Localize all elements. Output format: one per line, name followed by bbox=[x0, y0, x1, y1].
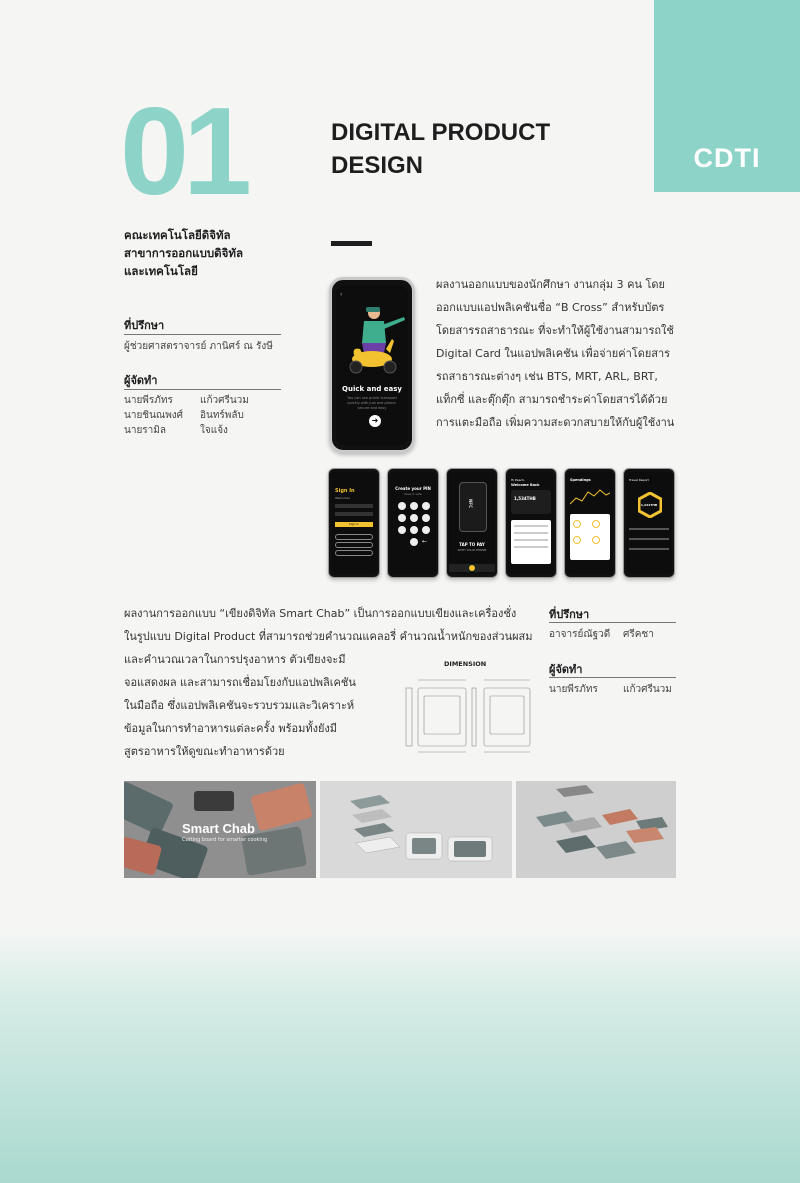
app-screen-sign-in bbox=[328, 468, 380, 578]
authors-heading: ผู้จัดทำ bbox=[124, 374, 158, 387]
app-screen-create-pin bbox=[387, 468, 439, 578]
keypad-key[interactable] bbox=[410, 526, 418, 534]
nav-pay-icon[interactable] bbox=[469, 565, 475, 571]
author-row bbox=[124, 408, 284, 423]
description-line: ในมือถือ ซึ่งแอปพลิเคชันจะรวบรวมและวิเคราะห์ bbox=[124, 699, 355, 712]
report-row bbox=[629, 548, 669, 550]
keypad-key[interactable] bbox=[398, 502, 406, 510]
screen-content bbox=[331, 472, 377, 574]
keypad-key[interactable] bbox=[410, 538, 418, 546]
project2-advisor bbox=[549, 627, 676, 642]
description-line: และคำนวณเวลาในการปรุงอาหาร ตัวเขียงจะมี bbox=[124, 653, 346, 666]
advisor-first: อาจารย์ณัฐวดี bbox=[549, 629, 611, 640]
social-login-button[interactable] bbox=[335, 542, 373, 548]
smart-chab-title: Smart Chab bbox=[182, 821, 255, 836]
spending-stats-panel bbox=[570, 514, 610, 560]
screen-subtitle: Welcome! bbox=[335, 496, 350, 500]
sign-in-button[interactable]: Sign In bbox=[335, 522, 373, 527]
advisor-last: ศรีคชา bbox=[623, 629, 654, 640]
transaction-row bbox=[514, 546, 548, 548]
greeting-title: Welcome Back bbox=[511, 483, 540, 487]
transaction-list bbox=[511, 520, 551, 564]
tap-to-pay-sub: WITH YOUR PHONE bbox=[457, 548, 487, 552]
description-line: แท็กซี่ และตุ๊กตุ๊ก สามารถชำระค่าโดยสารได้ด้วย bbox=[436, 393, 668, 406]
balance-card bbox=[511, 490, 551, 514]
description-line: สูตรอาหารให้ดูขณะทำอาหารด้วย bbox=[124, 745, 285, 758]
balance-amount: 1,534THB bbox=[514, 496, 536, 501]
advisor-divider bbox=[124, 334, 281, 335]
faculty-heading bbox=[124, 226, 243, 280]
description-line: รถสาธารณะต่างๆ เช่น BTS, MRT, ARL, BRT, bbox=[436, 370, 658, 383]
dimension-drawing bbox=[404, 672, 534, 758]
hero-phone-mockup bbox=[329, 277, 415, 453]
stat-ring-icon bbox=[573, 536, 581, 544]
screen-content bbox=[626, 472, 672, 574]
page-title-line-1: DIGITAL PRODUCT bbox=[331, 119, 551, 146]
keypad-key[interactable] bbox=[398, 526, 406, 534]
backspace-icon[interactable]: ← bbox=[422, 538, 428, 545]
password-field[interactable] bbox=[335, 512, 373, 516]
project2-advisor-heading: ที่ปรึกษา bbox=[549, 608, 590, 621]
description-line: ผลงานออกแบบของนักศึกษา งานกลุ่ม 3 คน โดย bbox=[436, 278, 666, 291]
description-line: ข้อมูลในการทำอาหารแต่ละครั้ง พร้อมทั้งยังมี bbox=[124, 722, 338, 735]
smart-chab-photo-layers bbox=[516, 781, 676, 878]
hero-phone-screen bbox=[336, 285, 408, 445]
project2-authors-divider bbox=[549, 677, 676, 678]
social-login-button[interactable] bbox=[335, 550, 373, 556]
author-row bbox=[124, 393, 284, 408]
spendings-line-chart bbox=[570, 486, 610, 508]
report-row bbox=[629, 538, 669, 540]
author-last: แก้วศรีนวม bbox=[200, 395, 249, 406]
back-arrow-icon: ‹ bbox=[340, 291, 343, 298]
section-number: 01 bbox=[120, 83, 246, 221]
description-line: ผลงานการออกแบบ “เขียงดิจิทัล Smart Chab” เป็นการออกแบบเขียงและเครื่องชั่ง bbox=[124, 607, 517, 620]
stat-ring-icon bbox=[592, 520, 600, 528]
advisor-name: ผู้ช่วยศาสตราจารย์ ภานิศร์ ณ รังษี bbox=[124, 341, 273, 352]
author-first: นายพีรภัทร bbox=[549, 684, 598, 695]
screen-content bbox=[567, 472, 613, 574]
author-first: นายชินณพงศ์ bbox=[124, 410, 184, 421]
project2-author bbox=[549, 682, 676, 697]
smart-chab-photo-exploded bbox=[320, 781, 512, 878]
description-line: การแตะมือถือ เพิ่มความสะดวกสบายให้กับผู้ใช้งาน bbox=[436, 416, 675, 429]
stat-ring-icon bbox=[592, 536, 600, 544]
project2-advisor-divider bbox=[549, 622, 676, 623]
faculty-line: คณะเทคโนโลยีดิจิทัล bbox=[124, 228, 231, 242]
username-field[interactable] bbox=[335, 504, 373, 508]
keypad-key[interactable] bbox=[398, 514, 406, 522]
faculty-line: สาขาการออกแบบดิจิทัล bbox=[124, 246, 244, 260]
project1-description bbox=[436, 273, 676, 434]
dimension-label: DIMENSION bbox=[444, 660, 487, 668]
app-screen-spendings bbox=[564, 468, 616, 578]
cdti-badge-text: CDTI bbox=[693, 143, 761, 173]
hero-heading: Quick and easy bbox=[342, 385, 402, 393]
screen-subtitle: Keep it safe bbox=[404, 492, 422, 496]
page-title-line-2: DESIGN bbox=[331, 152, 424, 179]
smart-chab-photo-boards bbox=[124, 781, 316, 878]
transaction-row bbox=[514, 532, 548, 534]
page-title bbox=[331, 116, 550, 182]
tap-to-pay-label: TAP TO PAY bbox=[459, 542, 485, 547]
stat-ring-icon bbox=[573, 520, 581, 528]
screen-title: Travel Report bbox=[629, 478, 649, 482]
app-screen-travel-report bbox=[623, 468, 675, 578]
next-arrow-icon[interactable]: ➜ bbox=[369, 415, 381, 427]
description-line: Digital Card ในแอปพลิเคชัน เพื่อจ่ายค่าโดยสาร bbox=[436, 347, 671, 360]
hero-subtext: You can use public transport quickly with just one phone, secure and easy bbox=[347, 396, 397, 410]
screen-title: Create your PIN bbox=[395, 486, 431, 491]
transaction-row bbox=[514, 539, 548, 541]
keypad-key[interactable] bbox=[410, 502, 418, 510]
report-row bbox=[629, 528, 669, 530]
smart-chab-subtitle: Cutting board for smarter cooking bbox=[182, 837, 268, 843]
author-last: แก้วศรีนวม bbox=[623, 684, 672, 695]
screen-title: Sign In bbox=[335, 488, 355, 494]
author-row bbox=[124, 423, 284, 438]
transaction-row bbox=[514, 525, 548, 527]
author-last: ใจแจ้ง bbox=[200, 425, 228, 436]
description-line: โดยสารรถสาธารณะ ที่จะทำให้ผู้ใช้งานสามารถใช้ bbox=[436, 324, 674, 337]
author-first: นายพีรภัทร bbox=[124, 395, 173, 406]
description-line: ออกแบบแอปพลิเคชันชื่อ “B Cross” สำหรับบัตร bbox=[436, 301, 665, 314]
screen-content bbox=[449, 472, 495, 574]
travel-total: 1,222THB bbox=[640, 503, 658, 507]
advisor-heading: ที่ปรึกษา bbox=[124, 319, 165, 332]
keypad-key[interactable] bbox=[422, 514, 430, 522]
project2-authors-heading: ผู้จัดทำ bbox=[549, 663, 583, 676]
bottom-nav[interactable] bbox=[449, 564, 495, 572]
author-last: อินทร์พลับ bbox=[200, 410, 244, 421]
card-nfc-label: NFC bbox=[468, 498, 474, 509]
authors-divider bbox=[124, 389, 281, 390]
screen-title: Spendings bbox=[570, 478, 591, 482]
description-line: จอแสดงผล และสามารถเชื่อมโยงกับแอปพลิเคชัน bbox=[124, 676, 356, 689]
layers-illustration bbox=[516, 781, 676, 878]
screen-content bbox=[390, 472, 436, 574]
greeting-text: Hi Peach, bbox=[511, 478, 525, 482]
faculty-line: และเทคโนโลยี bbox=[124, 264, 198, 278]
social-login-button[interactable] bbox=[335, 534, 373, 540]
digital-card bbox=[459, 482, 487, 532]
app-screen-home bbox=[505, 468, 557, 578]
cdti-badge bbox=[654, 0, 800, 192]
authors-list bbox=[124, 393, 284, 438]
keypad-key[interactable] bbox=[422, 502, 430, 510]
scooter-illustration bbox=[342, 299, 408, 379]
keypad-key[interactable] bbox=[422, 526, 430, 534]
exploded-view-illustration bbox=[320, 781, 512, 878]
author-first: นายรามิล bbox=[124, 425, 167, 436]
keypad-key[interactable] bbox=[410, 514, 418, 522]
screen-content bbox=[508, 472, 554, 574]
title-divider bbox=[331, 241, 372, 246]
app-screen-tap-to-pay bbox=[446, 468, 498, 578]
description-line: ในรูปแบบ Digital Product ที่สามารถช่วยคำนวณแคลอรี่ คำนวณน้ำหนักของส่วนผสม bbox=[124, 630, 533, 643]
pin-keypad bbox=[398, 502, 430, 546]
